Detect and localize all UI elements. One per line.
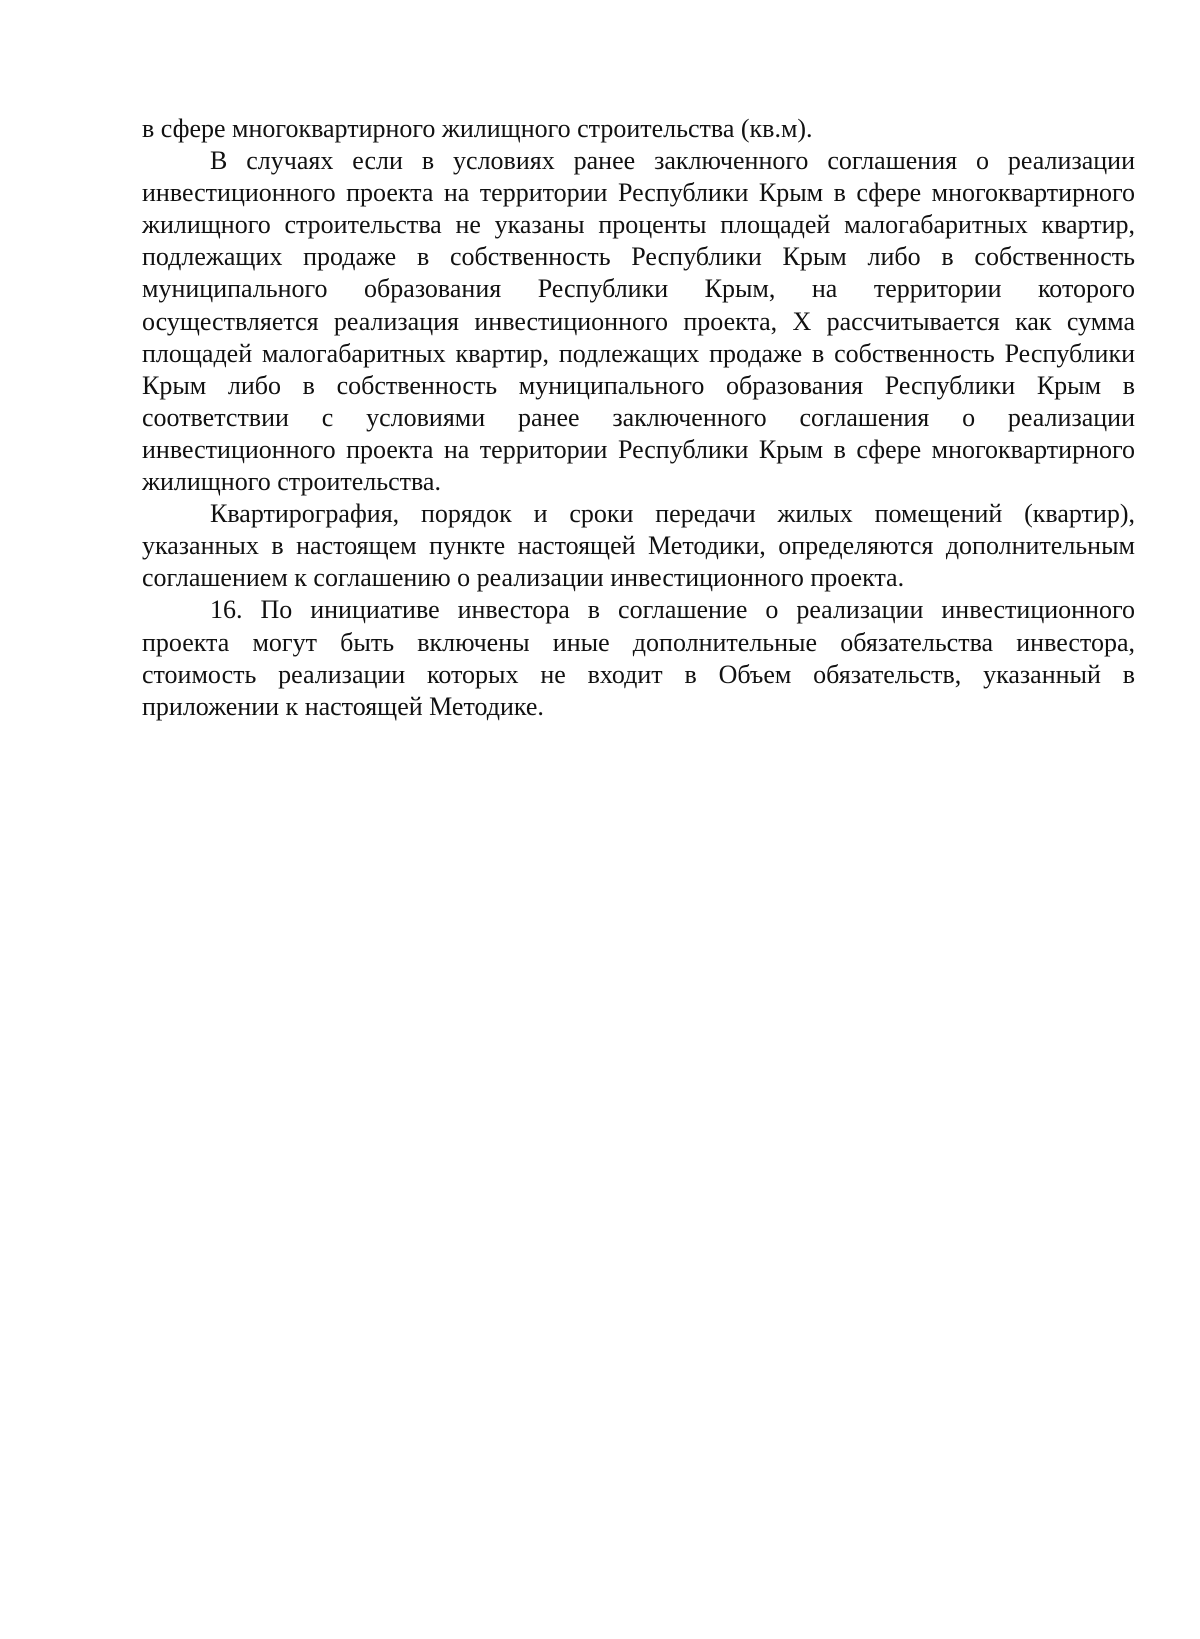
document-body xyxy=(142,113,1135,723)
paragraph-apartment-transfer: Квартирография, порядок и сроки передачи жилых помещений (квартир), указанных в настоящем пункте настоящей Методики, определяются дополнительным соглашением к соглашению о реализации инвестиционного проекта. xyxy=(142,499,1135,593)
paragraph-item-16: 16. По инициативе инвестора в соглашение о реализации инвестиционного проекта могут быть включены иные дополнительные обязательства инвестора, стоимость реализации которых не входит в Объем обязательств, указанный в приложении к настоящей Методике. xyxy=(142,595,1135,721)
paragraph-continuation: в сфере многоквартирного жилищного строительства (кв.м). xyxy=(142,114,813,143)
paragraph-small-apartments: В случаях если в условиях ранее заключенного соглашения о реализации инвестиционного проекта на территории Республики Крым в сфере многоквартирного жилищного строительства не указаны проценты площадей малогабаритных квартир, подлежащих продаже в собственность Республики Крым либо в собственность муниципального образования Республики Крым, на территории которого осуществляется реализация инвестиционного проекта, Х рассчитывается как сумма площадей малогабаритных квартир, подлежащих продаже в собственность Республики Крым либо в собственность муниципального образования Республики Крым в соответствии с условиями ранее заключенного соглашения о реализации инвестиционного проекта на территории Республики Крым в сфере многоквартирного жилищного строительства. xyxy=(142,146,1135,497)
